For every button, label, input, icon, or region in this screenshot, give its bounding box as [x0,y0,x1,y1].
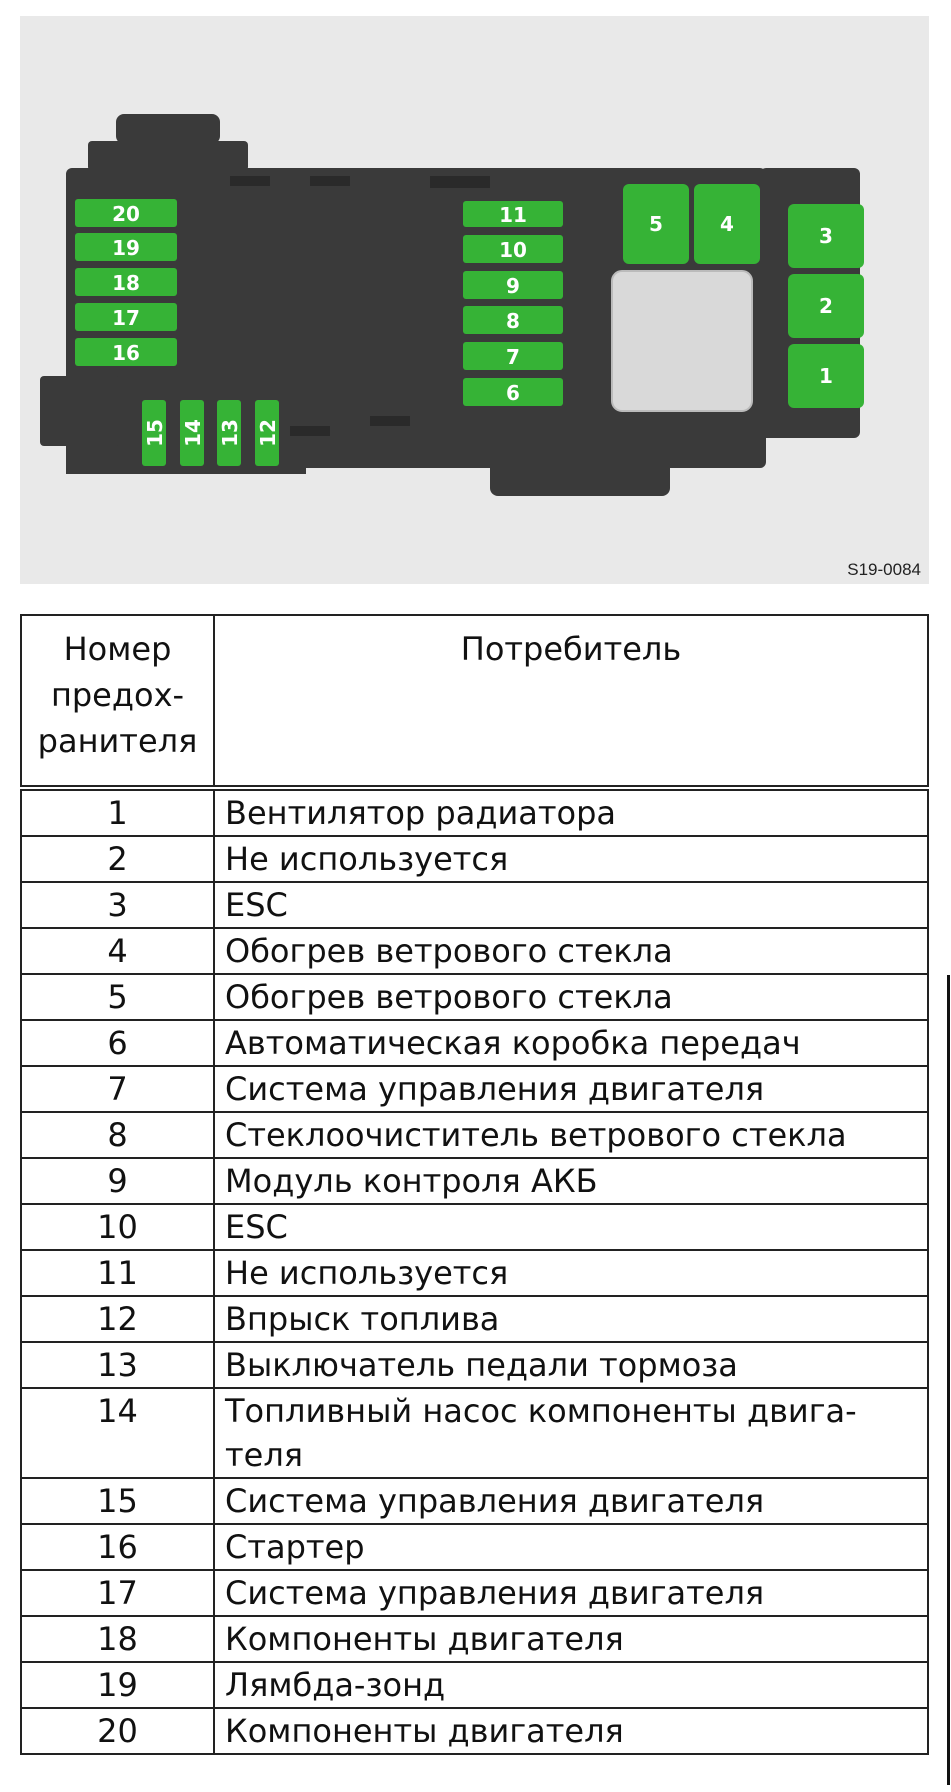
consumer-cell: Топливный насос компоненты двига- теля [214,1388,928,1478]
consumer-cell: Обогрев ветрового стекла [214,974,928,1020]
table-row [21,1708,928,1754]
fuse-number-cell: 6 [21,1020,214,1066]
consumer-cell: Система управления двигателя [214,1570,928,1616]
fuse-8 [463,306,563,334]
fuse-number-cell: 20 [21,1708,214,1754]
fuse-4 [694,184,760,264]
svg-text:20: 20 [112,202,140,226]
consumer-cell: Компоненты двигателя [214,1708,928,1754]
fuse-number-cell: 2 [21,836,214,882]
fuse-7 [463,342,563,370]
svg-text:11: 11 [499,203,527,227]
fuse-number-cell: 5 [21,974,214,1020]
fuse-15 [142,400,167,466]
fuse-number-cell: 14 [21,1388,214,1478]
svg-text:12: 12 [256,419,280,447]
header-consumer: Потребитель [214,615,928,788]
fuse-number-cell: 16 [21,1524,214,1570]
svg-text:15: 15 [143,419,167,447]
fuse-box-figure [20,16,929,584]
fuse-box-diagram [20,16,929,584]
consumer-cell: Выключатель педали тормоза [214,1342,928,1388]
consumer-cell: Не используется [214,1250,928,1296]
fuse-number-cell: 1 [21,788,214,836]
table-row [21,1020,928,1066]
svg-text:16: 16 [112,341,140,365]
fuse-16 [75,338,177,366]
table-row [21,1066,928,1112]
table-row [21,836,928,882]
svg-text:19: 19 [112,236,140,260]
svg-text:5: 5 [649,212,663,236]
fuse-number-cell: 9 [21,1158,214,1204]
fuse-number-cell: 13 [21,1342,214,1388]
table-row [21,1158,928,1204]
consumer-cell: Автоматическая коробка передач [214,1020,928,1066]
table-row [21,1342,928,1388]
fuse-number-cell: 19 [21,1662,214,1708]
fuse-9 [463,271,563,299]
table-row [21,1250,928,1296]
fuse-13 [217,400,242,466]
table-row [21,928,928,974]
fuse-number-cell: 12 [21,1296,214,1342]
svg-text:4: 4 [720,212,734,236]
consumer-cell: Лямбда-зонд [214,1662,928,1708]
consumer-cell: Система управления двигателя [214,1478,928,1524]
table-row [21,1204,928,1250]
fuse-number-cell: 10 [21,1204,214,1250]
page-edge-line [947,975,950,1785]
fuse-20 [75,199,177,227]
svg-text:1: 1 [819,364,833,388]
fuse-number-cell: 7 [21,1066,214,1112]
svg-text:3: 3 [819,224,833,248]
svg-text:6: 6 [506,381,520,405]
fuse-17 [75,303,177,331]
fuse-18 [75,268,177,296]
fuse-11 [463,201,563,227]
fuse-assignment-table [20,614,929,1755]
consumer-cell: Обогрев ветрового стекла [214,928,928,974]
svg-text:18: 18 [112,271,140,295]
table-row [21,974,928,1020]
figure-code: S19-0084 [847,560,921,579]
fuse-2 [788,274,864,338]
fuse-12 [255,400,280,466]
svg-text:8: 8 [506,309,520,333]
fuse-number-cell: 4 [21,928,214,974]
consumer-cell: Система управления двигателя [214,1066,928,1112]
svg-text:14: 14 [181,419,205,447]
header-fuse-number: Номер предох- ранителя [21,615,214,788]
svg-text:7: 7 [506,345,520,369]
svg-text:10: 10 [499,238,527,262]
fuse-5 [623,184,689,264]
consumer-cell: Стеклоочиститель ветрового стекла [214,1112,928,1158]
fuse-14 [180,400,205,466]
fuse-number-cell: 11 [21,1250,214,1296]
fuse-number-cell: 18 [21,1616,214,1662]
fuse-number-cell: 15 [21,1478,214,1524]
consumer-cell: Не используется [214,836,928,882]
fuse-number-cell: 8 [21,1112,214,1158]
consumer-cell: ESC [214,882,928,928]
fuse-number-cell: 3 [21,882,214,928]
fuse-19 [75,233,177,261]
consumer-cell: Вентилятор радиатора [214,788,928,836]
fuse-10 [463,235,563,263]
table-row [21,1570,928,1616]
table-row [21,1662,928,1708]
table-row [21,1112,928,1158]
fuse-1 [788,344,864,408]
table-row [21,882,928,928]
svg-text:17: 17 [112,306,140,330]
svg-text:2: 2 [819,294,833,318]
svg-text:9: 9 [506,274,520,298]
table-row [21,1388,928,1478]
table-row [21,1616,928,1662]
consumer-cell: Впрыск топлива [214,1296,928,1342]
consumer-cell: Модуль контроля АКБ [214,1158,928,1204]
relay-block [612,271,752,411]
fuse-6 [463,378,563,406]
consumer-cell: Стартер [214,1524,928,1570]
consumer-cell: ESC [214,1204,928,1250]
table-row [21,1296,928,1342]
consumer-cell: Компоненты двигателя [214,1616,928,1662]
table-header-row [21,615,928,788]
svg-text:13: 13 [218,419,242,447]
table-row [21,788,928,836]
fuse-number-cell: 17 [21,1570,214,1616]
table-row [21,1524,928,1570]
fuse-3 [788,204,864,268]
table-row [21,1478,928,1524]
